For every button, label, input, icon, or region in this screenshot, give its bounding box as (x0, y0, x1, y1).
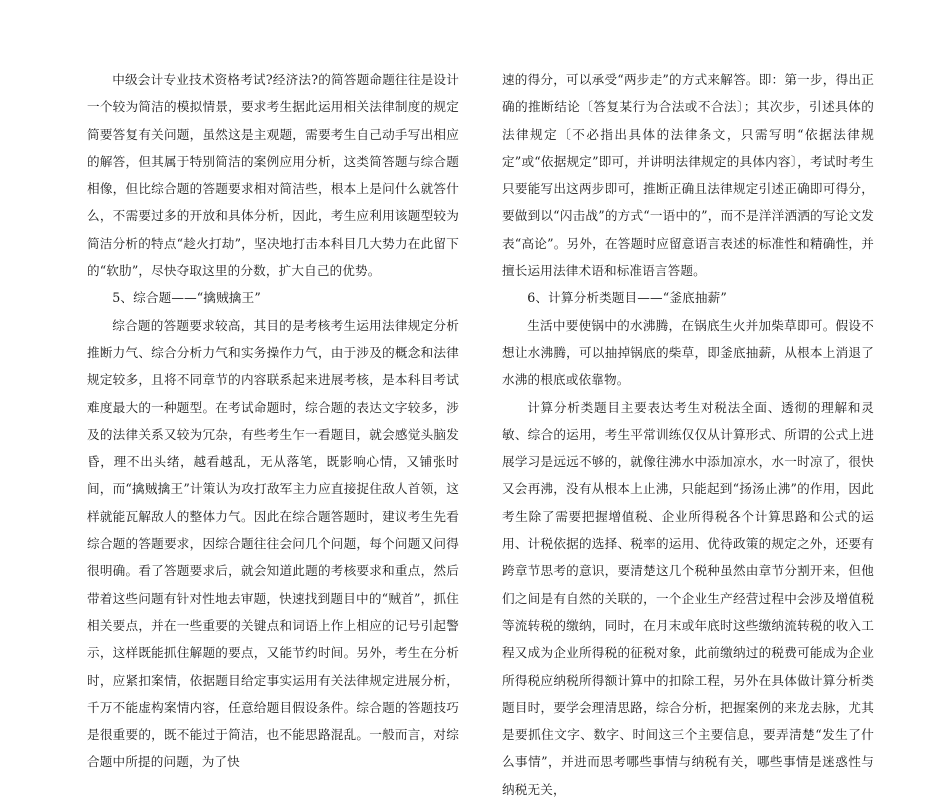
paragraph-calculation-analysis: 计算分析类题目主要表达考生对税法全面、透彻的理解和灵敏、综合的运用，考生平常训练仅仅从计算形式、所谓的公式上进展学习是远远不够的，就像往沸水中添加凉水，水一时凉了，很快又会再沸，没有从根本上止沸，只能起到“扬汤止沸”的作用，因此考生除了需要把握增值税、企业所得税各个计算思路和公式的运用、计税依据的选择、税率的运用、优待政策的规定之外，还要有跨章节思考的意识，要清楚这几个税种虽然由章节分割开来，但他们之间是有自然的关联的，一个企业生产经营过程中会涉及增值税等流转税的缴纳，同时，在月末或年底时这些缴纳流转税的收入工程又成为企业所得税的征税对象，此前缴纳过的税费可能成为企业所得税应纳税所得额计算中的扣除工程，另外在具体做计算分析类题目时，要学会理清思路，综合分析，把握案例的来龙去脉，尤其是要抓住文字、数字、时间这三个主要信息，要弄清楚“发生了什么事情”，并进而思考哪些事情与纳税有关，哪些事情是迷惑性与纳税无关， (502, 399, 874, 797)
paragraph-comprehensive-question: 综合题的答题要求较高，其目的是考核考生运用法律规定分析推断力气、综合分析力气和实务操作力气，由于涉及的概念和法律规定较多，且将不同章节的内容联系起来进展考核，是本科目考试难度最大的一种题型。在考试命题时，综合题的表达文字较多，涉及的法律关系又较为冗杂，有些考生乍一看题目，就会感觉头脑发昏，理不出头绪，越看越乱，无从落笔，既影响心情，又铺张时间，而“擒贼擒王”计策认为攻打敌军主力应直接捉住敌人首领，这样就能瓦解敌人的整体力气。因此在综合题答题时，建议考生先看综合题的答题要求，因综合题往往会问几个问题，每个问题又问得很明确。看了答题要求后，就会知道此题的考核要求和重点，然后带着这些问题有针对性地去审题，快速找到题目中的“贼首”，抓住相关要点，并在一些重要的关键点和词语上作上相应的记号引起警示，这样既能抓住解题的要点，又能节约时间。另外，考生在分析时，应紧扣案情，依据题目给定事实运用有关法律规定进展分析，千万不能虚构案情内容，任意给题目假设条件。综合题的答题技巧是很重要的，既不能过于简洁，也不能思路混乱。一般而言，对综合题中所提的问题，为了快 (87, 317, 459, 770)
right-column (502, 66, 874, 803)
paragraph-boiling-water-analogy: 生活中要使锅中的水沸腾，在锅底生火并加柴草即可。假设不想让水沸腾，可以抽掉锅底的柴草，即釜底抽薪，从根本上消退了水沸的根底或依靠物。 (502, 317, 874, 388)
heading-comprehensive-question: 5、综合题——“擒贼擒王” (112, 290, 261, 306)
paragraph-short-answer: 中级会计专业技术资格考试?经济法?的简答题命题往往是设计一个较为简洁的模拟情景，要求考生据此运用相关法律制度的规定简要答复有关问题，虽然这是主观题，需要考生自己动手写出相应的解答，但其属于特别简洁的案例应用分析，这类简答题与综合题相像，但比综合题的答题要求相对简洁些，根本上是问什么就答什么，不需要过多的开放和具体分析，因此，考生应利用该题型较为简洁分析的特点“趁火打劫”，坚决地打击本科目几大势力在此留下的“软肋”，尽快夺取这里的分数，扩大自己的优势。 (87, 72, 459, 279)
paragraph-two-step-method: 速的得分，可以承受“两步走”的方式来解答。即：第一步，得出正确的推断结论〔答复某行为合法或不合法〕；其次步，引述具体的法律规定〔不必指出具体的法律条文，只需写明“依据法律规定”或“依据规定”即可，并讲明法律规定的具体内容〕，考试时考生只要能写出这两步即可，推断正确且法律规定引述正确即可得分，要做到以“闪击战”的方式“一语中的”，而不是洋洋洒洒的写论文发表“高论”。另外，在答题时应留意语言表述的标准性和精确性，并擅长运用法律术语和标准语言答题。 (502, 72, 874, 279)
heading-calculation-question: 6、计算分析类题目——“釜底抽薪” (527, 290, 727, 306)
left-column (87, 66, 459, 776)
